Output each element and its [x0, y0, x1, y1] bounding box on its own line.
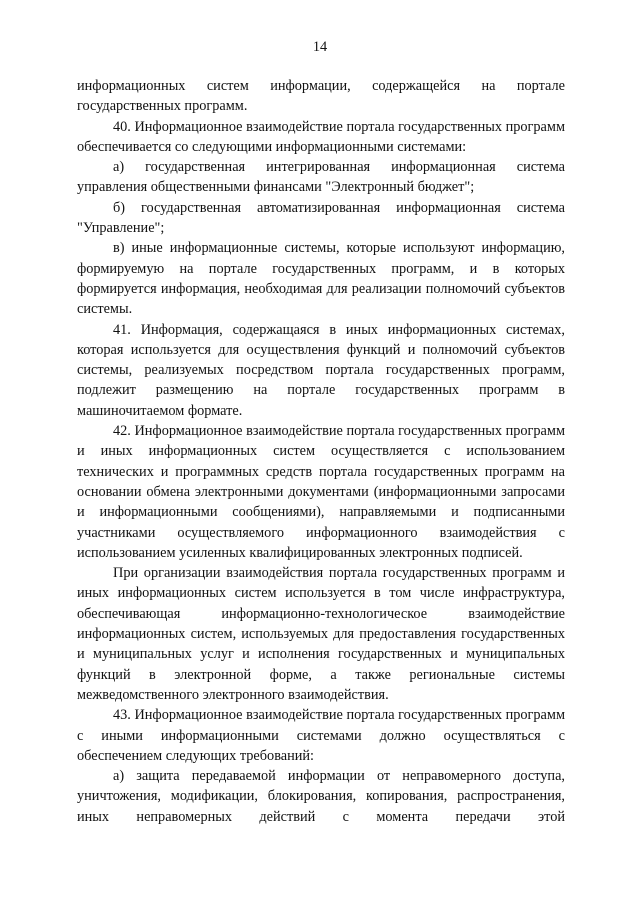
- page-number: 14: [312, 39, 328, 55]
- paragraph-item-40: 40. Информационное взаимодействие портала государственных программ обеспечивается со следующими информационными системами:: [77, 118, 565, 155]
- paragraph-item-42: 42. Информационное взаимодействие портала государственных программ и иных информационных систем осуществляется с использованием технических и программных средств портала государственных программ на основании обмена электронными документами (информационными запросами и информационными сообщениями), направляемыми и подписанными участниками осуществляемого информационного взаимодействия с использованием усиленных квалифицированных электронных подписей.: [77, 423, 565, 561]
- paragraph-item-40a: а) государственная интегрированная информационная система управления общественными финансами "Электронный бюджет";: [77, 159, 565, 196]
- paragraph-continuation: информационных систем информации, содержащейся на портале государственных программ.: [77, 78, 565, 115]
- paragraph-item-40c: в) иные информационные системы, которые используют информацию, формируемую на портале государственных программ, и в которых формируется информация, необходимая для реализации полномочий субъектов системы.: [77, 240, 565, 318]
- paragraph-item-42-infrastructure: При организации взаимодействия портала государственных программ и иных информационных систем используется в том числе инфраструктура, обеспечивающая информационно-технологическое взаимодействие информационных систем, используемых для предоставления государственных и муниципальных услуг и исполнения государственных и муниципальных функций в электронной форме, а также региональные системы межведомственного электронного взаимодействия.: [77, 565, 565, 703]
- paragraph-item-43: 43. Информационное взаимодействие портала государственных программ с иными информационными системами должно осуществляться с обеспечением следующих требований:: [77, 707, 565, 764]
- paragraph-item-41: 41. Информация, содержащаяся в иных информационных системах, которая используется для осуществления функций и полномочий субъектов системы, реализуемых посредством портала государственных программ, подлежит размещению на портале государственных программ в машиночитаемом формате.: [77, 321, 565, 419]
- document-body: [77, 76, 565, 827]
- paragraph-item-40b: б) государственная автоматизированная информационная система "Управление";: [77, 199, 565, 237]
- paragraph-item-43a: а) защита передаваемой информации от неправомерного доступа, уничтожения, модификации, блокирования, копирования, распространения, иных неправомерных действий с момента передачи этой: [77, 768, 565, 825]
